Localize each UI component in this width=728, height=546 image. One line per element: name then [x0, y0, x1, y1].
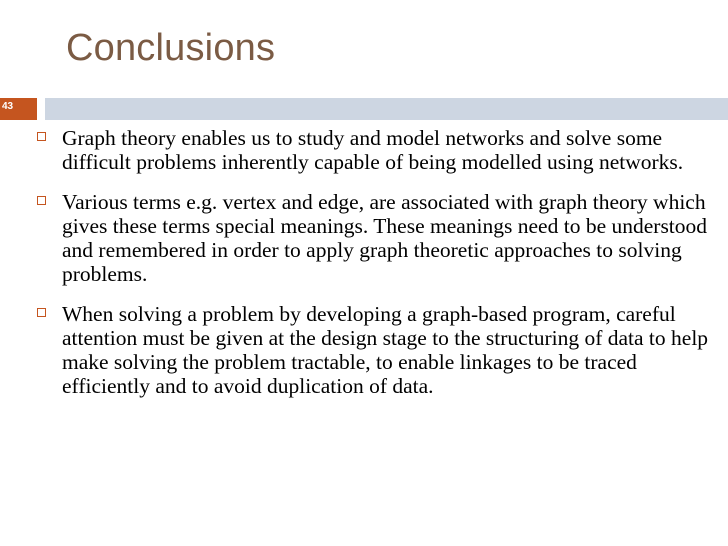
- square-bullet-icon: [37, 308, 46, 317]
- bullet-item: [37, 126, 725, 174]
- square-bullet-icon: [37, 196, 46, 205]
- slide-number: 43: [2, 101, 14, 112]
- bullet-text: When solving a problem by developing a graph-based program, careful attention must be given at the design stage to the structuring of data to help make solving the problem tractable, to enable linkages to be traced efficiently and to avoid duplication of data.: [62, 302, 709, 398]
- title-divider-bar: [45, 98, 728, 120]
- bullet-text: Various terms e.g. vertex and edge, are associated with graph theory which gives these terms special meanings. These meanings need to be understood and remembered in order to apply graph theoretic approaches to solving problems.: [62, 190, 708, 286]
- bullet-text: Graph theory enables us to study and model networks and solve some difficult problems inherently capable of being modelled using networks.: [62, 126, 684, 174]
- slide-title: Conclusions: [66, 27, 276, 69]
- square-bullet-icon: [37, 132, 46, 141]
- bullet-item: [37, 190, 725, 286]
- bullet-item: [37, 302, 725, 398]
- bullet-list: [37, 126, 725, 398]
